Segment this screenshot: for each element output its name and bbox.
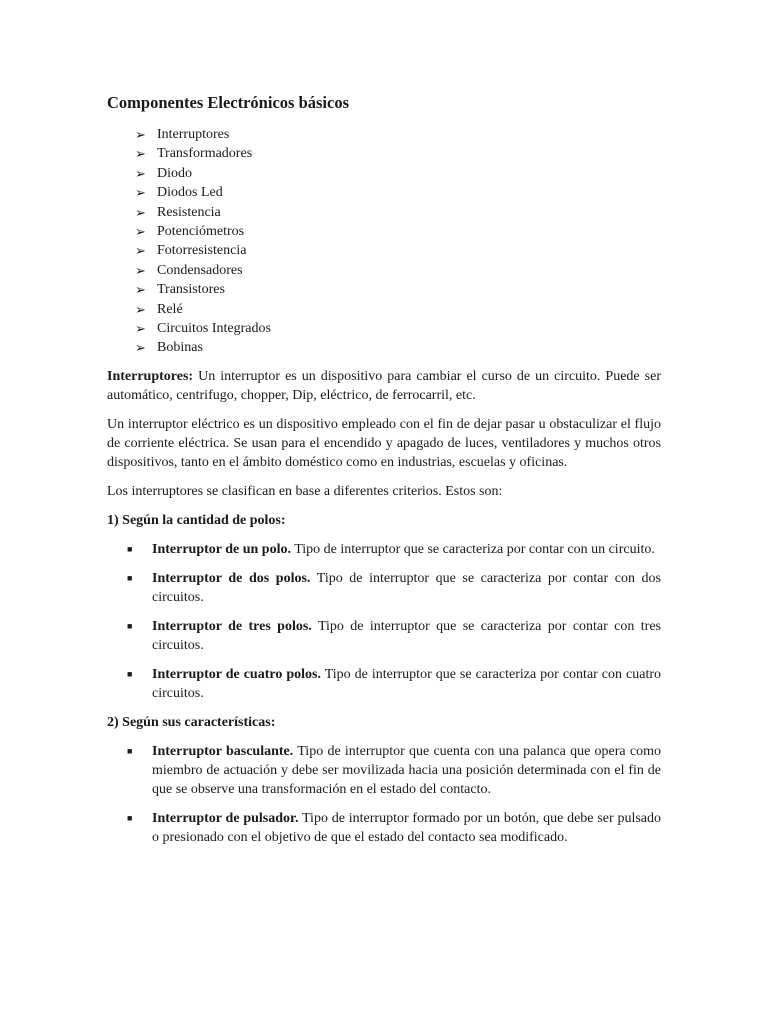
list-item-label: Transistores: [157, 282, 225, 298]
intro-term: Interruptores:: [107, 368, 194, 384]
square-bullet-icon: ■: [127, 620, 133, 631]
arrow-bullet-icon: ➢: [135, 243, 146, 259]
arrow-bullet-icon: ➢: [135, 127, 146, 142]
list-item: [107, 300, 661, 319]
type-list-item: [107, 809, 661, 847]
list-item: [107, 261, 661, 280]
type-description: Tipo de interruptor que se caracteriza por contar con tres circuitos.: [152, 618, 661, 653]
list-item: [107, 125, 661, 144]
arrow-bullet-icon: ➢: [135, 165, 146, 181]
type-description: Tipo de interruptor que se caracteriza por contar con dos circuitos.: [152, 570, 661, 605]
type-term: Interruptor de cuatro polos.: [152, 666, 321, 682]
square-bullet-icon: ■: [127, 812, 133, 823]
list-item: [107, 144, 661, 163]
arrow-bullet-icon: ➢: [135, 204, 146, 220]
type-list-item: [107, 742, 661, 799]
type-term: Interruptor de dos polos.: [152, 570, 311, 586]
type-list-item: [107, 569, 661, 607]
document-page: [107, 92, 661, 857]
type-description: Tipo de interruptor que se caracteriza por contar con un circuito.: [290, 541, 655, 557]
list-item: [107, 222, 661, 241]
list-item-label: Circuitos Integrados: [157, 320, 271, 336]
list-item-label: Diodo: [157, 165, 192, 181]
list-item-label: Relé: [157, 301, 183, 317]
component-list: [107, 125, 661, 358]
poles-type-list: [107, 540, 661, 703]
list-item: [107, 203, 661, 222]
intro-paragraph: [107, 367, 661, 405]
list-item: [107, 183, 661, 202]
type-description: Tipo de interruptor formado por un botón, que debe ser pulsado o presionado con el objetivo de que el estado del contacto sea modificado.: [152, 810, 661, 845]
list-item: [107, 338, 661, 357]
list-item: [107, 319, 661, 338]
list-item-label: Potenciómetros: [157, 223, 245, 239]
arrow-bullet-icon: ➢: [135, 320, 146, 336]
list-item-label: Fotorresistencia: [157, 243, 247, 259]
arrow-bullet-icon: ➢: [135, 146, 146, 162]
arrow-bullet-icon: ➢: [135, 223, 146, 239]
list-item: [107, 164, 661, 183]
square-bullet-icon: ■: [127, 543, 133, 554]
characteristics-type-list: [107, 742, 661, 847]
arrow-bullet-icon: ➢: [135, 185, 146, 201]
arrow-bullet-icon: ➢: [135, 282, 146, 298]
section-heading-characteristics: 2) Según sus características:: [107, 714, 276, 730]
document-title: Componentes Electrónicos básicos: [107, 93, 349, 112]
intro-text: Un interruptor es un dispositivo para cambiar el curso de un circuito. Puede ser automático, centrifugo, chopper, Dip, eléctrico, de ferrocarril, etc.: [107, 368, 661, 403]
type-description: Tipo de interruptor que cuenta con una palanca que opera como miembro de actuación y debe ser movilizada hacia una posición determinada con el fin de que se observe una transformación en el estado del contacto.: [152, 743, 661, 797]
list-item-label: Diodos Led: [157, 185, 223, 201]
type-term: Interruptor basculante.: [152, 743, 294, 759]
list-item-label: Transformadores: [157, 146, 253, 162]
arrow-bullet-icon: ➢: [135, 262, 146, 278]
list-item-label: Resistencia: [157, 204, 221, 220]
square-bullet-icon: ■: [127, 668, 133, 679]
list-item: [107, 241, 661, 260]
type-term: Interruptor de un polo.: [152, 541, 291, 557]
type-list-item: [107, 540, 661, 559]
list-item-label: Condensadores: [157, 262, 243, 278]
arrow-bullet-icon: ➢: [135, 301, 146, 317]
type-term: Interruptor de tres polos.: [152, 618, 312, 634]
list-item-label: Interruptores: [157, 127, 230, 142]
type-list-item: [107, 665, 661, 703]
arrow-bullet-icon: ➢: [135, 340, 146, 356]
type-list-item: [107, 617, 661, 655]
section-heading-poles: 1) Según la cantidad de polos:: [107, 512, 286, 528]
type-term: Interruptor de pulsador.: [152, 810, 299, 826]
classification-paragraph: Los interruptores se clasifican en base a diferentes criterios. Estos son:: [107, 483, 503, 499]
definition-paragraph: Un interruptor eléctrico es un dispositivo empleado con el fin de dejar pasar u obstaculizar el flujo de corriente eléctrica. Se usan para el encendido y apagado de luces, ventiladores y muchos otros dispositivos, tanto en el ámbito doméstico como en industrias, escuelas y oficinas.: [107, 416, 661, 470]
square-bullet-icon: ■: [127, 572, 133, 583]
square-bullet-icon: ■: [127, 745, 133, 756]
type-description: Tipo de interruptor que se caracteriza por contar con cuatro circuitos.: [152, 666, 661, 701]
list-item-label: Bobinas: [157, 340, 203, 356]
list-item: [107, 280, 661, 299]
